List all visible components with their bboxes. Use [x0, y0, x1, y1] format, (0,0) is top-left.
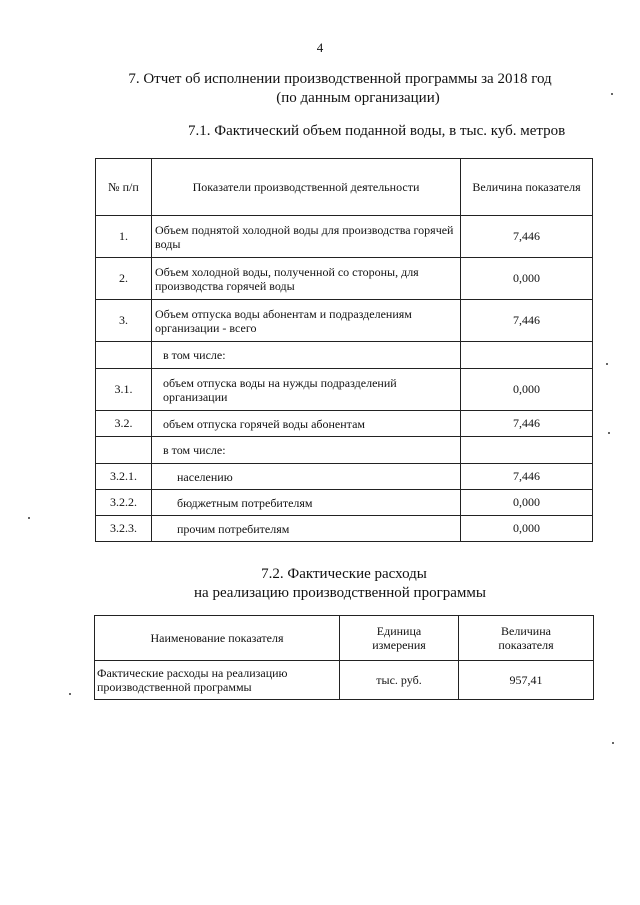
- section-7-1-title: 7.1. Фактический объем поданной воды, в тыс. куб. метров: [188, 123, 566, 139]
- row-value: 7,446: [461, 411, 593, 437]
- section-7-title: [40, 70, 640, 108]
- table-row: [96, 516, 593, 542]
- scan-speck: [606, 363, 608, 365]
- table-row: [95, 661, 594, 700]
- table-row: [96, 342, 593, 369]
- row-indicator: Объем отпуска воды абонентам и подразделениям организации - всего: [152, 300, 461, 342]
- section-7-2-title: [40, 565, 640, 603]
- row-indicator: прочим потребителям: [152, 516, 461, 542]
- row-value: 0,000: [461, 258, 593, 300]
- row-num: 3.: [96, 300, 152, 342]
- header-unit-line1: Единица: [376, 624, 422, 638]
- row-indicator: в том числе:: [152, 342, 461, 369]
- row-indicator: объем отпуска воды на нужды подразделений организации: [152, 369, 461, 411]
- row-indicator: объем отпуска горячей воды абонентам: [152, 411, 461, 437]
- scan-speck: [608, 432, 610, 434]
- row-value: 7,446: [461, 464, 593, 490]
- row-value: [461, 342, 593, 369]
- table-header-row: [95, 616, 594, 661]
- row-num: 3.1.: [96, 369, 152, 411]
- page-number: 4: [316, 40, 324, 55]
- row-num: 1.: [96, 216, 152, 258]
- table-row: [96, 258, 593, 300]
- row-value: 0,000: [461, 369, 593, 411]
- header-num: № п/п: [96, 159, 152, 216]
- header-value: [459, 616, 594, 661]
- table-row: [96, 490, 593, 516]
- header-unit: [340, 616, 459, 661]
- scan-speck: [28, 517, 30, 519]
- header-value: Величина показателя: [461, 159, 593, 216]
- row-value: 0,000: [461, 490, 593, 516]
- row-num: 3.2.2.: [96, 490, 152, 516]
- row-value: 7,446: [461, 216, 593, 258]
- scan-speck: [612, 742, 614, 744]
- row-unit: тыс. руб.: [340, 661, 459, 700]
- table-row: [96, 300, 593, 342]
- header-value-line2: показателя: [498, 638, 554, 652]
- scan-speck: [69, 693, 71, 695]
- row-value: 957,41: [459, 661, 594, 700]
- section-7-2-title-line1: 7.2. Фактические расходы: [261, 566, 427, 582]
- row-num: 3.2.: [96, 411, 152, 437]
- row-num: 2.: [96, 258, 152, 300]
- section-7-title-line1: 7. Отчет об исполнении производственной программы за 2018 год: [128, 71, 552, 87]
- row-num: [96, 342, 152, 369]
- table-row: [96, 216, 593, 258]
- row-indicator: Объем холодной воды, полученной со стороны, для производства горячей воды: [152, 258, 461, 300]
- row-num: [96, 437, 152, 464]
- header-unit-line2: измерения: [372, 638, 426, 652]
- row-num: 3.2.1.: [96, 464, 152, 490]
- header-value-line1: Величина: [501, 624, 551, 638]
- row-name: Фактические расходы на реализацию производственной программы: [95, 661, 340, 700]
- table-row: [96, 411, 593, 437]
- table-row: [96, 464, 593, 490]
- table-row: [96, 437, 593, 464]
- table-row: [96, 369, 593, 411]
- row-value: 0,000: [461, 516, 593, 542]
- table-header-row: [96, 159, 593, 216]
- scan-speck: [611, 93, 613, 95]
- section-7-2-title-line2: на реализацию производственной программы: [194, 585, 486, 601]
- row-value: [461, 437, 593, 464]
- section-7-title-line2: (по данным организации): [276, 90, 440, 106]
- header-indicator: Показатели производственной деятельности: [152, 159, 461, 216]
- row-indicator: бюджетным потребителям: [152, 490, 461, 516]
- expenses-table: [94, 615, 594, 700]
- header-name: Наименование показателя: [95, 616, 340, 661]
- water-volume-table: [95, 158, 593, 542]
- row-indicator: в том числе:: [152, 437, 461, 464]
- row-indicator: Объем поднятой холодной воды для производства горячей воды: [152, 216, 461, 258]
- row-value: 7,446: [461, 300, 593, 342]
- row-indicator: населению: [152, 464, 461, 490]
- row-num: 3.2.3.: [96, 516, 152, 542]
